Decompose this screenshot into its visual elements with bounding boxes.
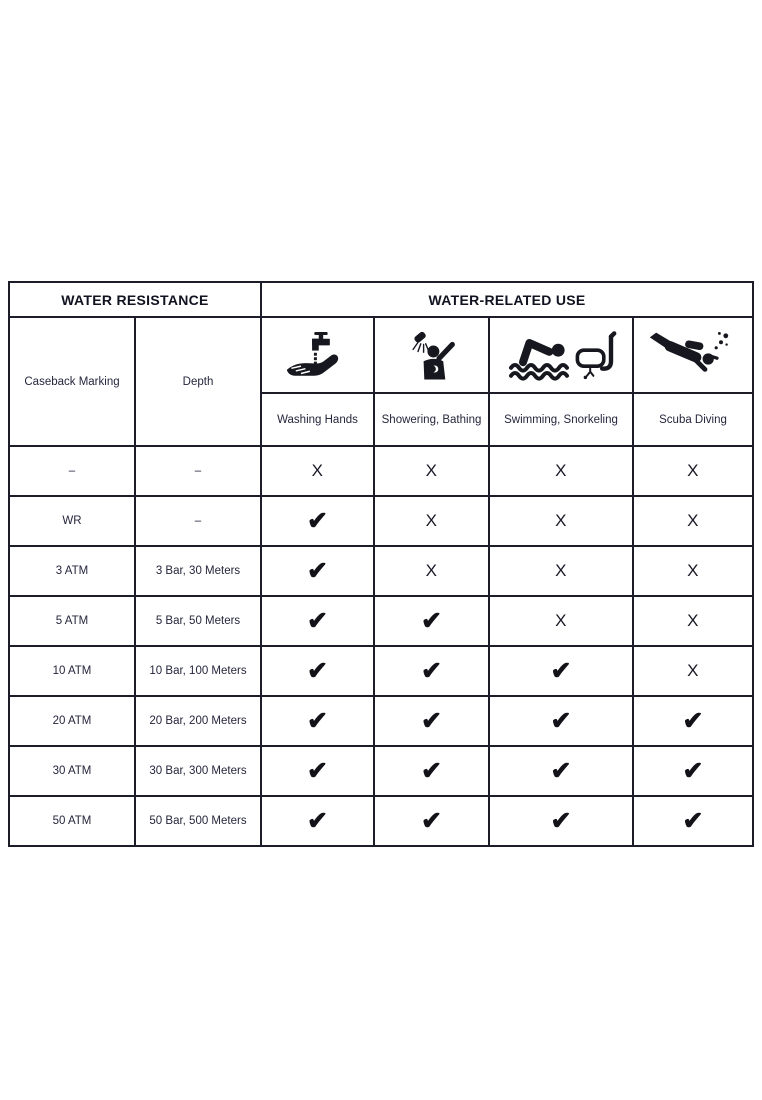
- value-cell: ✔: [261, 596, 374, 646]
- value-cell: ✔: [374, 646, 489, 696]
- value-cell: X: [633, 496, 753, 546]
- value-cell: ✔: [633, 696, 753, 746]
- water-related-use-header: WATER-RELATED USE: [261, 282, 753, 317]
- value-cell: X: [633, 596, 753, 646]
- table-row: [9, 596, 753, 646]
- depth-cell: –: [135, 496, 261, 546]
- value-cell: X: [489, 596, 633, 646]
- value-cell: X: [489, 496, 633, 546]
- table-row: [9, 796, 753, 846]
- value-cell: ✔: [374, 746, 489, 796]
- depth-cell: 10 Bar, 100 Meters: [135, 646, 261, 696]
- table-row: [9, 696, 753, 746]
- marking-cell: –: [9, 446, 135, 496]
- marking-cell: 3 ATM: [9, 546, 135, 596]
- value-cell: ✔: [489, 646, 633, 696]
- swimming-snorkeling-cell: [489, 317, 633, 393]
- scuba-diving-icon: [641, 327, 745, 383]
- swimming-snorkeling-icon: [500, 327, 622, 383]
- value-cell: ✔: [633, 796, 753, 846]
- value-cell: X: [374, 446, 489, 496]
- showering-cell: [374, 317, 489, 393]
- depth-cell: 30 Bar, 300 Meters: [135, 746, 261, 796]
- value-cell: ✔: [489, 796, 633, 846]
- icon-row: [9, 317, 753, 393]
- depth-cell: 50 Bar, 500 Meters: [135, 796, 261, 846]
- depth-cell: 5 Bar, 50 Meters: [135, 596, 261, 646]
- value-cell: ✔: [261, 696, 374, 746]
- marking-cell: 5 ATM: [9, 596, 135, 646]
- table-row: [9, 646, 753, 696]
- header-row: [9, 282, 753, 317]
- depth-cell: –: [135, 446, 261, 496]
- marking-cell: 10 ATM: [9, 646, 135, 696]
- table-row: [9, 446, 753, 496]
- value-cell: ✔: [374, 696, 489, 746]
- table-row: [9, 496, 753, 546]
- value-cell: X: [374, 496, 489, 546]
- value-cell: ✔: [261, 646, 374, 696]
- value-cell: X: [261, 446, 374, 496]
- showering-bathing-label: Showering, Bathing: [374, 393, 489, 446]
- caseback-marking-column-header: Caseback Marking: [9, 317, 135, 446]
- value-cell: X: [374, 546, 489, 596]
- table-row: [9, 746, 753, 796]
- scuba-diving-cell: [633, 317, 753, 393]
- value-cell: ✔: [374, 796, 489, 846]
- marking-cell: 20 ATM: [9, 696, 135, 746]
- depth-cell: 20 Bar, 200 Meters: [135, 696, 261, 746]
- depth-column-header: Depth: [135, 317, 261, 446]
- value-cell: ✔: [261, 796, 374, 846]
- data-rows: [9, 446, 753, 846]
- washing-hands-icon: [281, 330, 355, 380]
- showering-icon: [397, 329, 467, 381]
- value-cell: X: [633, 446, 753, 496]
- value-cell: ✔: [633, 746, 753, 796]
- water-resistance-table: [8, 281, 754, 847]
- table-row: [9, 546, 753, 596]
- swimming-snorkeling-label: Swimming, Snorkeling: [489, 393, 633, 446]
- value-cell: ✔: [261, 546, 374, 596]
- depth-cell: 3 Bar, 30 Meters: [135, 546, 261, 596]
- marking-cell: 30 ATM: [9, 746, 135, 796]
- marking-cell: 50 ATM: [9, 796, 135, 846]
- value-cell: ✔: [489, 696, 633, 746]
- washing-hands-label: Washing Hands: [261, 393, 374, 446]
- marking-cell: WR: [9, 496, 135, 546]
- value-cell: X: [489, 546, 633, 596]
- value-cell: ✔: [374, 596, 489, 646]
- resistance-matrix: [8, 281, 754, 847]
- value-cell: X: [489, 446, 633, 496]
- value-cell: ✔: [261, 496, 374, 546]
- washing-hands-cell: [261, 317, 374, 393]
- border-artifact: [8, 823, 10, 834]
- scuba-diving-label: Scuba Diving: [633, 393, 753, 446]
- value-cell: X: [633, 546, 753, 596]
- value-cell: X: [633, 646, 753, 696]
- value-cell: ✔: [489, 746, 633, 796]
- value-cell: ✔: [261, 746, 374, 796]
- water-resistance-header: WATER RESISTANCE: [9, 282, 261, 317]
